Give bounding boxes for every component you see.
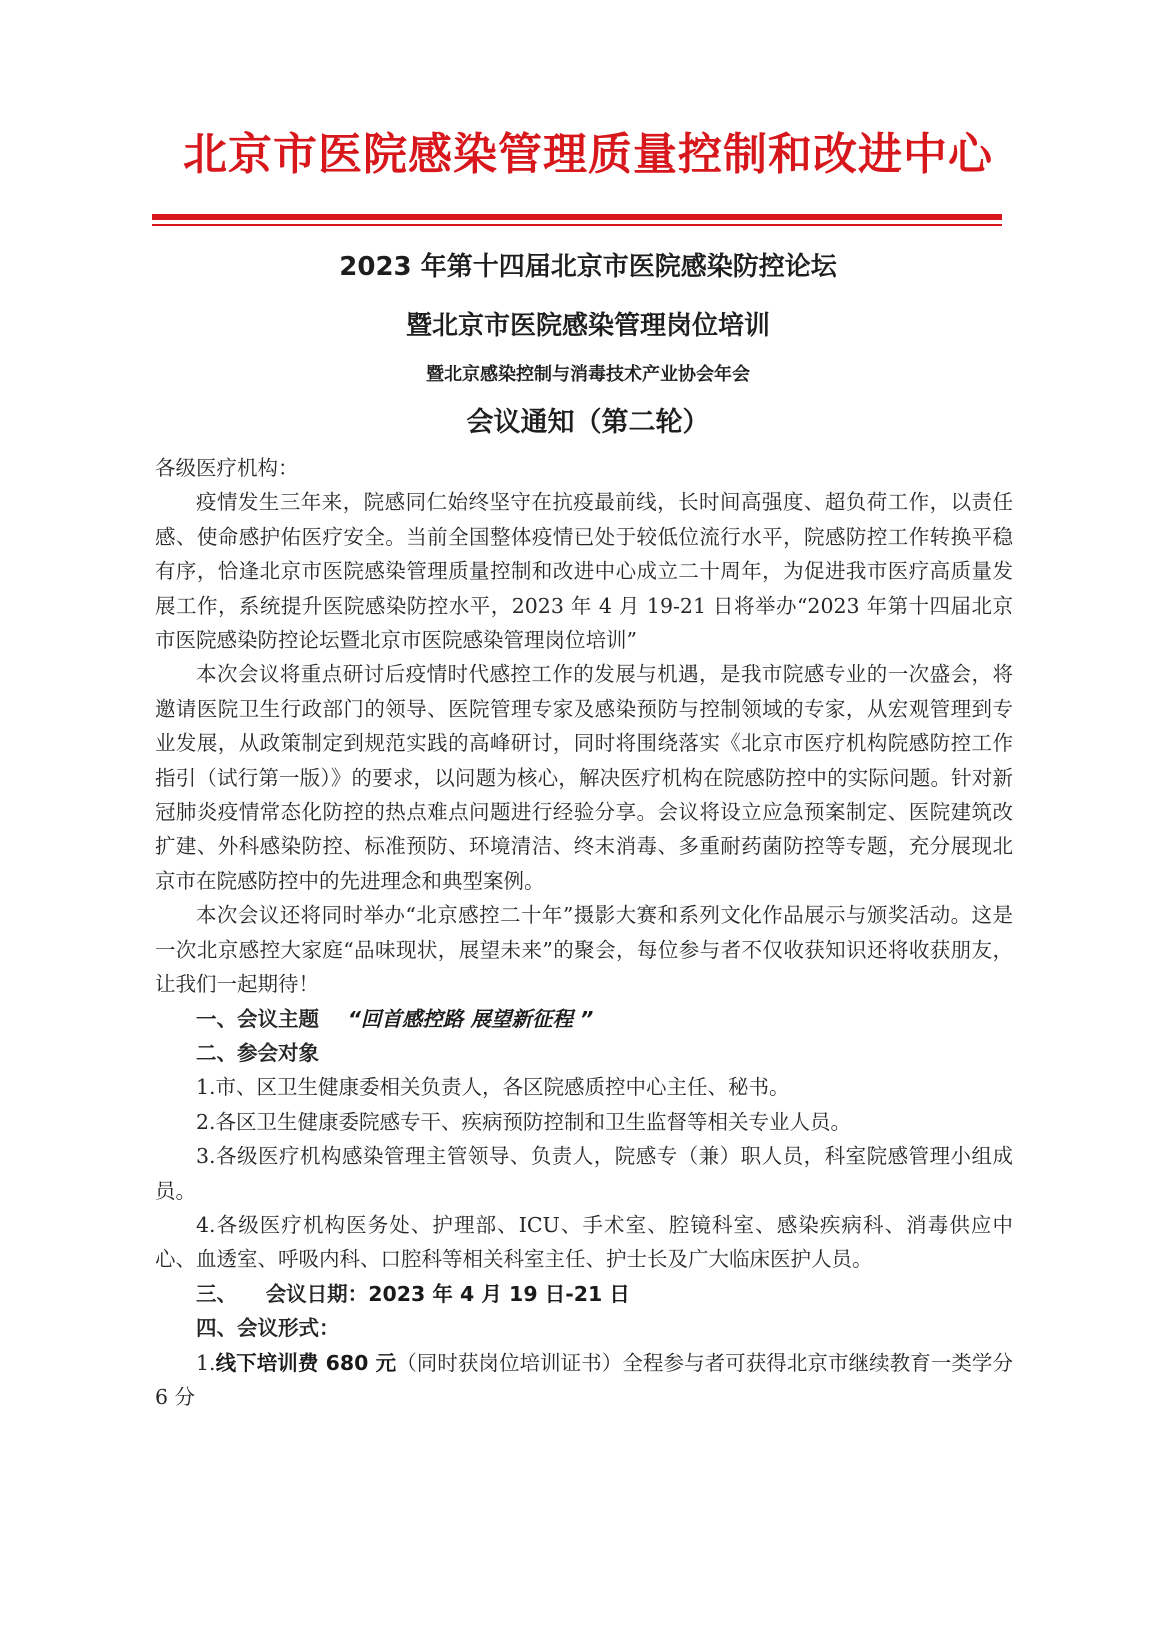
- section-1-theme: “回首感控路 展望新征程 ”: [347, 1006, 594, 1031]
- salutation: 各级医疗机构：: [155, 456, 299, 480]
- section-4-item-1-detail: （同时获岗位培训证书）全程参与者可获得北京市继续教育一类学分 6 分: [155, 1350, 1013, 1409]
- masthead-rule-thick: [152, 214, 1002, 220]
- section-4-item-1-prefix: 1.: [196, 1350, 216, 1375]
- document-body: [155, 451, 1013, 1414]
- section-2-item-2: 2.各区卫生健康委院感专干、疾病预防控制和卫生监督等相关专业人员。: [196, 1109, 852, 1134]
- section-2-item-1: 1.市、区卫生健康委相关负责人，各区院感质控中心主任、秘书。: [196, 1075, 790, 1100]
- org-masthead: 北京市医院感染管理质量控制和改进中心: [183, 129, 993, 180]
- section-1-label: 一、会议主题: [196, 1006, 319, 1031]
- title-line-3: 暨北京感染控制与消毒技术产业协会年会: [426, 364, 750, 385]
- section-2-item-4: 4.各级医疗机构医务处、护理部、ICU、手术室、腔镜科室、感染疾病科、消毒供应中心、血透室、呼吸内科、口腔科等相关科室主任、护士长及广大临床医护人员。: [155, 1212, 1013, 1272]
- section-3-date-label: 会议日期：: [265, 1281, 369, 1306]
- paragraph-2: 本次会议将重点研讨后疫情时代感控工作的发展与机遇，是我市院感专业的一次盛会，将邀请医院卫生行政部门的领导、医院管理专家及感染预防与控制领域的专家，从宏观管理到专业发展，从政策制定到规范实践的高峰研讨，同时将围绕落实《北京市医疗机构院感防控工作指引（试行第一版）》的要求，以问题为核心，解决医疗机构在院感防控中的实际问题。针对新冠肺炎疫情常态化防控的热点难点问题进行经验分享。会议将设立应急预案制定、医院建筑改扩建、外科感染防控、标准预防、环境清洁、终末消毒、多重耐药菌防控等专题，充分展现北京市在院感防控中的先进理念和典型案例。: [155, 662, 1013, 893]
- paragraph-3: 本次会议还将同时举办“北京感控二十年”摄影大赛和系列文化作品展示与颁奖活动。这是一次北京感控大家庭“品味现状，展望未来”的聚会，每位参与者不仅收获知识还将收获朋友，让我们一起期待！: [155, 903, 1013, 997]
- title-line-2: 暨北京市医院感染管理岗位培训: [405, 311, 770, 341]
- section-3-date-value: 2023 年 4 月 19 日-21 日: [368, 1281, 630, 1306]
- section-1: [155, 1002, 1013, 1036]
- title-line-1: 2023 年第十四届北京市医院感染防控论坛: [339, 252, 837, 282]
- section-4-label: 四、会议形式：: [196, 1316, 340, 1341]
- section-3: [155, 1277, 1013, 1311]
- section-4-item-1: [155, 1346, 1013, 1415]
- masthead-rule-thin: [152, 224, 1002, 226]
- paragraph-1: 疫情发生三年来，院感同仁始终坚守在抗疫最前线，长时间高强度、超负荷工作，以责任感、使命感护佑医疗安全。当前全国整体疫情已处于较低位流行水平，院感防控工作转换平稳有序，恰逢北京市医院感染管理质量控制和改进中心成立二十周年，为促进我市医疗高质量发展工作，系统提升医院感染防控水平，2023 年 4 月 19-21 日将举办“2023 年第十四届北京市医院感染防控论坛暨北京市医院感染管理岗位培训”: [155, 490, 1013, 653]
- section-3-label: 三、: [196, 1281, 237, 1306]
- title-line-4: 会议通知（第二轮）: [466, 407, 710, 438]
- section-2-label: 二、参会对象: [196, 1040, 319, 1065]
- section-4-item-1-fee: 线下培训费 680 元: [215, 1350, 397, 1375]
- section-2-item-3: 3.各级医疗机构感染管理主管领导、负责人，院感专（兼）职人员，科室院感管理小组成员。: [155, 1144, 1013, 1203]
